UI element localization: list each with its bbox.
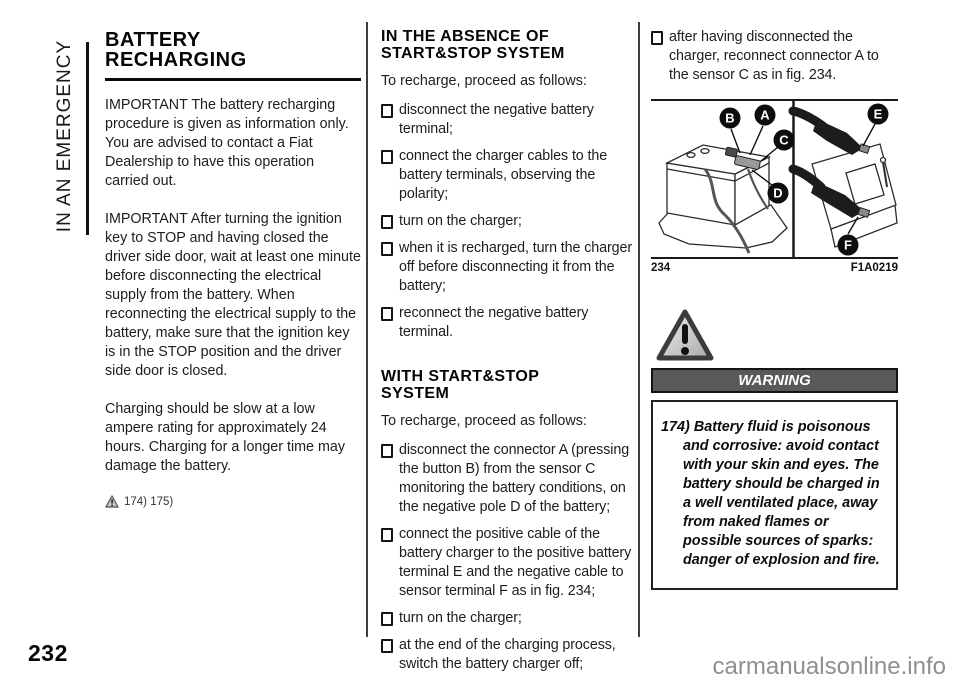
warning-triangle-small-icon [105, 495, 119, 508]
battery-drawing [659, 145, 787, 248]
battery-recharging-illustration [651, 101, 898, 257]
section-heading: WITH START&STOP SYSTEM [381, 368, 539, 402]
bullet-square-icon [381, 215, 393, 229]
bullet-square-icon [381, 242, 393, 256]
intro-text: To recharge, proceed as follows: [381, 73, 587, 89]
figure-number: 234 [651, 262, 671, 274]
list-item: reconnect the negative battery terminal. [381, 304, 633, 342]
watermark: carmanualsonline.info [712, 653, 946, 680]
column-divider [638, 22, 640, 637]
list-item: after having disconnected the charger, reconnect connector A to the sensor C as in fig. 234. [651, 28, 898, 85]
warning-reference-line [105, 495, 361, 508]
sidebar-rule [86, 42, 89, 235]
warning-ref: 174) [661, 419, 690, 435]
bullet-square-icon [381, 104, 393, 118]
list-item: disconnect the negative battery terminal; [381, 101, 633, 139]
bullet-square-icon [381, 639, 393, 653]
list-item: turn on the charger; [381, 212, 633, 231]
list-item: turn on the charger; [381, 609, 633, 628]
bullet-square-icon [381, 307, 393, 321]
callout-C: C [779, 132, 789, 148]
bullet-square-icon [381, 528, 393, 542]
warning-text: 174) Battery fluid is poisonous and corrosive: avoid contact with your skin and eyes. The battery should be charged in a well ventilated place, away from naked flames or possible sources of sparks: danger of explosion and fire. [661, 419, 880, 568]
left-column [105, 28, 361, 508]
right-column [651, 28, 898, 590]
page-number: 232 [28, 640, 68, 666]
paragraph: Charging should be slow at a low ampere rating for approximately 24 hours. Charging for a longer time may damage the battery. [105, 401, 345, 474]
list-item: disconnect the connector A (pressing the button B) from the sensor C monitoring the battery conditions, on the negative pole D of the battery; [381, 441, 633, 517]
figure-code: F1A0219 [850, 262, 898, 274]
figure-caption [651, 262, 898, 274]
warning-ref-numbers: 174) 175) [124, 495, 174, 508]
callout-D: D [773, 185, 783, 201]
section-heading: IN THE ABSENCE OF START&STOP SYSTEM [381, 28, 565, 62]
warning-box [651, 400, 898, 590]
warning-triangle-icon [655, 308, 715, 364]
callout-B: B [725, 110, 735, 126]
list-item: when it is recharged, turn the charger off before disconnecting it from the battery; [381, 239, 633, 296]
callout-A: A [760, 107, 770, 123]
list-item: connect the charger cables to the battery terminals, observing the polarity; [381, 147, 633, 204]
bullet-square-icon [381, 150, 393, 164]
paragraph: IMPORTANT The battery recharging procedure is given as information only. You are advised to contact a Fiat Dealership to have this operation carried out. [105, 97, 349, 189]
list-item: connect the positive cable of the battery charger to the positive battery terminal E and the negative cable to sensor terminal F as in fig. 234; [381, 525, 633, 601]
bullet-square-icon [651, 31, 663, 45]
column-divider [366, 22, 368, 637]
warning-header: WARNING [651, 368, 898, 393]
callout-E: E [873, 106, 883, 122]
middle-column [381, 28, 633, 682]
intro-text: To recharge, proceed as follows: [381, 413, 587, 429]
bullet-square-icon [381, 612, 393, 626]
bullet-square-icon [381, 444, 393, 458]
page-title: BATTERY RECHARGING [105, 28, 361, 81]
figure-234 [651, 99, 898, 259]
sidebar-section-label: IN AN EMERGENCY [54, 39, 75, 233]
paragraph: IMPORTANT After turning the ignition key to STOP and having closed the driver side door, wait at least one minute before disconnecting the electrical supply from the battery. When reconnecting the electrical supply to the battery, make sure that the ignition key is in the STOP position and the driver side door is closed. [105, 211, 361, 379]
callout-F: F [844, 237, 852, 253]
list-item: at the end of the charging process, switch the battery charger off; [381, 636, 633, 674]
